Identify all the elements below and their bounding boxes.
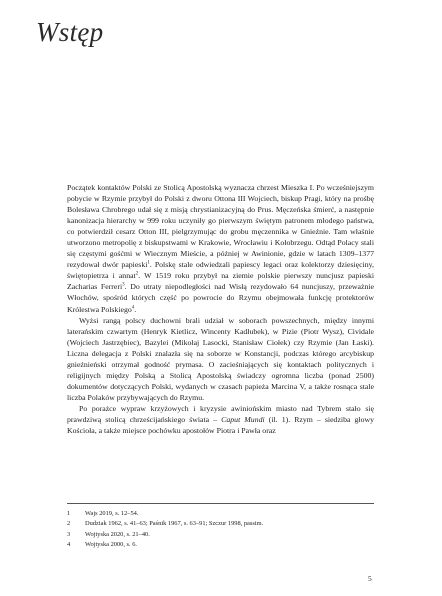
footnote-text: Dudziak 1962, s. 41–63; Paśnik 1967, s. 63–91; Szczur 1998, passim. [85,520,264,528]
text-run: . Do utraty niepodległości nad Wisłą rezydowało 64 nuncjuszy, przeważnie Włochów, spośród których część po powrocie do Rzymu obejmowała funkcję protektorów Królestwa Polskiego [67,282,375,314]
italic-term: Caput Mundi [221,414,265,424]
footnote-ref: 3 [122,282,125,288]
paragraph [67,315,374,403]
footnote-text: Wojtyska 2020, s. 21–40. [85,530,150,538]
footnote-text: Wajs 2019, s. 12–54. [85,510,139,517]
footnote-number: 3 [67,530,71,538]
footnote [67,540,374,550]
text-run: . Polskę stale odwiedzali papiescy legaci oraz kolektorzy dziesięciny, świętopietrza i annat [67,260,374,281]
footnote-text: Wojtyska 2000, s. 6. [85,541,138,549]
footnote-number: 2 [67,520,71,528]
text-run: . W 1519 roku przybył na ziemie polskie pierwszy nuncjusz papieski Zacharias Ferreri [67,271,375,292]
footnote-ref: 2 [135,271,139,277]
footnote [67,519,374,529]
paragraph [67,182,374,315]
footnote-number: 4 [67,541,71,549]
text-run: Po porażce wypraw krzyżowych i kryzysie awiniońskim miasto nad Tybrem stało się prawdziwą stolicą chrześcijańskiego świata – [67,403,374,424]
footnote [67,530,374,540]
chapter-title: Wstęp [36,17,104,47]
text-run: . [134,304,137,314]
footnote [67,509,374,519]
text-run: Wyżsi rangą polscy duchowni brali udział w soborach powszechnych, między innymi laterańskim czwartym (Henryk Kietlicz, Wincenty Kadłubek), w Pizie (Piotr Wysz), Cividale (Wojciech Jastrzębiec), Bazylei (Mikołaj Lasocki, Stanisław Ciołek) czy Rzymie (Jan Łaski). Liczna delegacja z Polski znalazła się na soborze w Konstancji, podczas którego arcybiskup gnieźnieński otrzymał godność prymasa. O zacieśniających się kontaktach politycznych i religijnych między Polską a Stolicą Apostolską świadczy ogromna liczba (ponad 2500) dokumentów dotyczących Polski, wydanych w czasach papieża Marcina V, a także rosnąca stale liczba Polaków przybywających do Rzymu. [67,315,374,402]
footnote-number: 1 [67,510,71,517]
footnote-ref: 1 [147,260,150,266]
footnote-separator [67,503,374,504]
text-run: Początek kontaktów Polski ze Stolicą Apostolską wyznacza chrzest Mieszka I. Po wcześniejszym pobycie w Rzymie przybył do Polski z dworu Ottona III Wojciech, biskup Pragi, który na prośbę Bolesława Chrobrego udał się z misją chrystianizacyjną do Prus. Męczeńska śmierć, a następnie kanonizacja hierarchy w 999 roku uczyniły go pierwszym świętym patronem młodego państwa, co potwierdził cesarz Otton III, pielgrzymując do grobu męczennika w Gnieźnie. Tam właśnie utworzono metropolię z biskupstwami w Krakowie, Wrocławiu i Kołobrzegu. Odtąd Polacy stali się częstymi gośćmi w Wiecznym Mieście, a później w Awinionie, gdzie w latach 1309–1377 rezydował dwór papieski [67,183,374,270]
footnote-ref: 4 [131,304,135,310]
text-run: (il. 1). Rzym – siedziba głowy Kościoła, a także miejsce pochówku apostołów Piotra i Pawła oraz [67,414,374,436]
body-text [67,182,374,436]
paragraph [67,403,374,436]
page-number: 5 [368,574,372,583]
footnotes [67,509,374,551]
